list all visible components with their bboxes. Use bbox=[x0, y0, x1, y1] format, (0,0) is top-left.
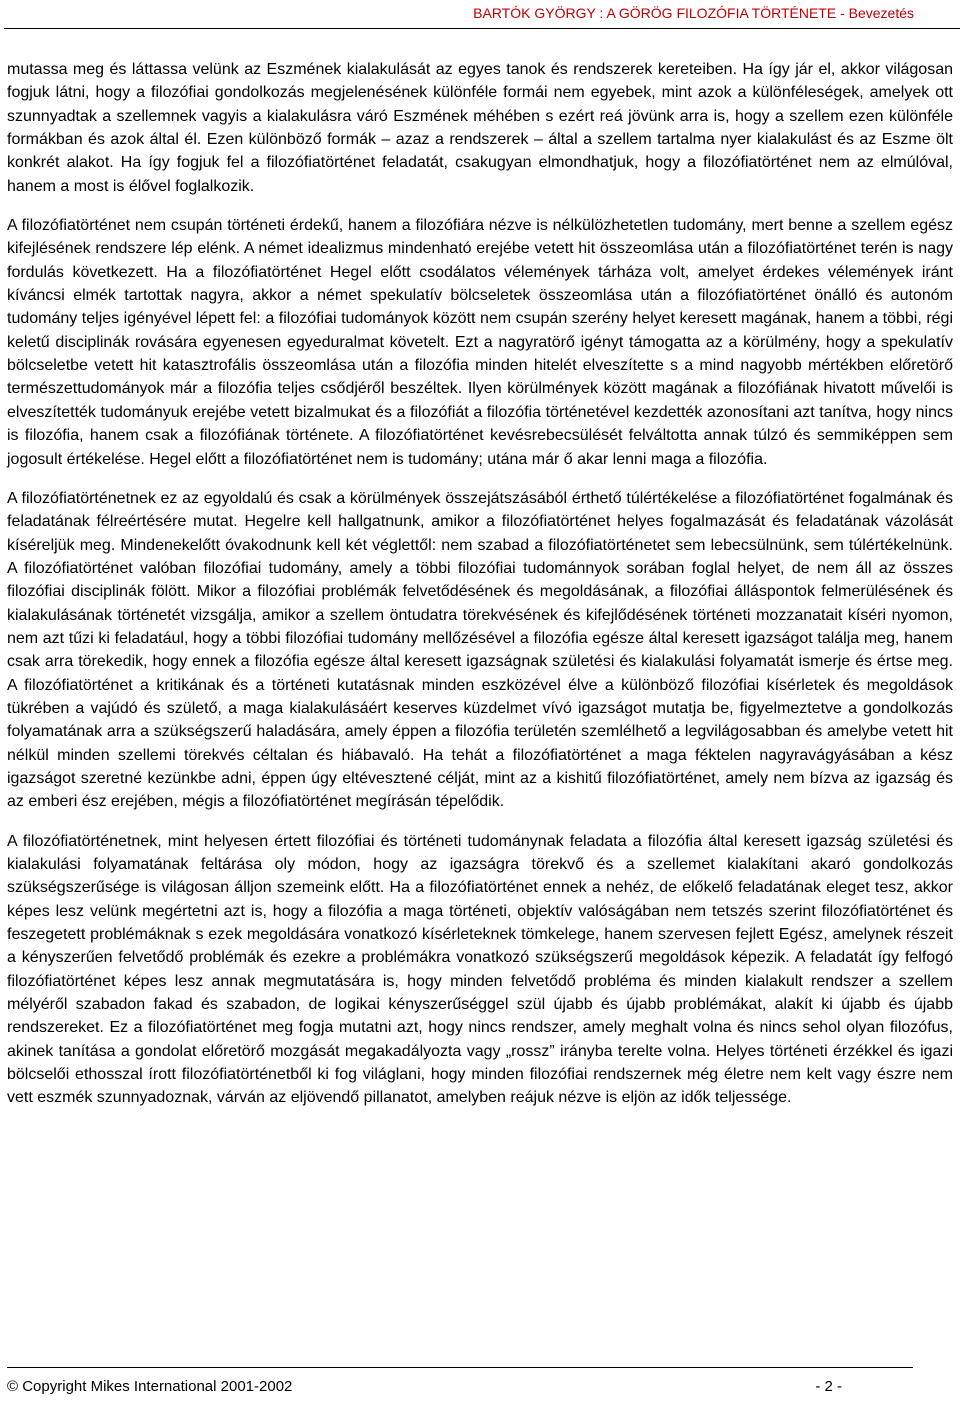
copyright-notice: © Copyright Mikes International 2001-2002 bbox=[7, 1378, 293, 1395]
page-number: - 2 - bbox=[815, 1378, 842, 1395]
footer-divider bbox=[7, 1367, 913, 1368]
paragraph: A filozófiatörténet nem csupán történeti érdekű, hanem a filozófiára nézve is nélkülözhetetlen tudomány, mert benne a szellem egész kifejlésének rendszere lép elénk. A német idealizmus mindenható erejébe vetett hit összeomlása után a filozófiatörténet terén is nagy fordulás következett. Ha a filozófiatörténet Hegel előtt csodálatos vélemények tárháza volt, amelyet érdekes vélemények iránt kíváncsi elmék tartottak nagyra, akkor a német spekulatív bölcseletek összeomlása után a filozófiatörténet önálló és autonóm tudomány teljes igényével lépett fel: a filozófiai tudományok között nem csupán szerény helyet keresett magának, hanem a többi, régi keletű disciplinák rovására egyenesen egyeduralmat követelt. Ezt a nagyratörő igényt támogatta az a körülmény, hogy a spekulatív bölcseletbe vetett hit katasztrofális összeomlása után a filozófia minden hitelét elveszítette s a mind nagyobb mértékben előretörő természettudományok már a filozófia teljes csődjéről beszéltek. Ilyen körülmények között magának a filozófiának hivatott művelői is elveszítették tudományuk erejébe vetett bizalmukat és a filozófiát a filozófia történetével kezdették azonosítani azt tanítva, hogy nincs is filozófia, hanem csak a filozófiának története. A filozófiatörténet kevésrebecsülését felváltotta annak túlzó és semmiképpen sem jogosult értékelése. Hegel előtt a filozófiatörténet nem is tudomány; utána már ő akar lenni maga a filozófia. bbox=[7, 217, 953, 468]
running-header-title: BARTÓK GYÖRGY : A GÖRÖG FILOZÓFIA TÖRTÉNETE - Bevezetés bbox=[473, 5, 914, 21]
paragraph: mutassa meg és láttassa velünk az Eszmének kialakulását az egyes tanok és rendszerek kereteiben. Ha így jár el, akkor világosan fogjuk látni, hogy a filozófiai gondolkozás megjelenésének különféle formái nem egyebek, mint azok a különféleségek, amelyek ott szunnyadtak a szellemnek vagyis a kialakulásra váró Eszmének méhében s ezért reá jövünk arra is, hogy a szellem ezen különféle formákban és azok által él. Ezen különböző formák – azaz a rendszerek – által a szellem tartalma nyer kialakulást és az Eszme ölt konkrét alakot. Ha így fogjuk fel a filozófiatörténet feladatát, csakugyan elmondhatjuk, hogy a filozófiatörténet nem az elmúlóval, hanem a most is élővel foglalkozik. bbox=[7, 61, 953, 195]
header-divider bbox=[4, 28, 960, 29]
body-text bbox=[7, 58, 953, 1126]
paragraph: A filozófiatörténetnek ez az egyoldalú és csak a körülmények összejátszásából érthető túlértékelése a filozófiatörténet fogalmának és feladatának félreértésére mutat. Hegelre kell hallgatnunk, amikor a filozófiatörténet helyes fogalmazását és feladatának vázolását kíséreljük meg. Mindenekelőtt óvakodnunk kell két véglettől: nem szabad a filozófiatörténetet sem lebecsülnünk, sem túlértékelnünk. A filozófiatörténet valóban filozófiai tudomány, amely a többi filozófiai tudománnyok sorában foglal helyet, de nem áll az összes filozófiai disciplinák fölött. Mikor a filozófiai problémák felvetődésének és megoldásának, a filozófiai álláspontok felmerülésének és kialakulásának történetét vizsgálja, amikor a szellem öntudatra törekvésének és kifejlődésének történeti mozzanatait kíséri nyomon, nem azt tűzi ki feladatául, hogy a többi filozófiai tudomány mellőzésével a filozófia egésze által keresett igazságot találja meg, hanem csak arra törekedik, hogy ennek a filozófia egésze által keresett igazságnak születési és kialakulási folyamatát ismerje és értse meg. A filozófiatörténet a kritikának és a történeti kutatásnak minden eszközével élve a különböző filozófiai kísérletek és megoldások tükrében a vajúdó és születő, a maga kialakulásáért keserves küzdelmet vívó igazságot mutatja be, figyelmeztetve a gondolkozás folyamatának arra a szükségszerű haladására, amely éppen a filozófia területén szemlélhető a legvilágosabban és amelybe vetett hit nélkül minden szellemi törekvés céltalan és hiábavaló. Ha tehát a filozófiatörténet a maga féktelen nagyravágyásában a kész igazságot szeretné kezünkbe adni, éppen úgy eltévesztené célját, mint az a kishitű filozófiatörténet, amely nem bízva az igazság és az emberi ész erejében, mégis a filozófiatörténet megírásán tépelődik. bbox=[7, 489, 953, 811]
page-header bbox=[0, 0, 960, 32]
paragraph: A filozófiatörténetnek, mint helyesen értett filozófiai és történeti tudománynak feladata a filozófia által keresett igazság születési és kialakulási folyamatának feltárása oly módon, hogy az igazságra törekvő és a szellemet kialakítani akaró gondolkozás szükségszerűsége is világosan álljon szemeink előtt. Ha a filozófiatörténet ennek a nehéz, de előkelő feladatának eleget tesz, akkor képes lesz velünk megértetni azt is, hogy a filozófia a maga történeti, objektív valóságában nem tetszés szerint filozófiatörténet és feszegetett problémáknak s ezek megoldására vonatkozó kísérleteknek tömkelege, hanem szervesen fejlett Egész, amelynek részeit a kényszerűen felvetődő problémák és ezekre a problémákra vonatkozó szükségszerű megoldások képezik. A feladatát így felfogó filozófiatörténet képes lesz annak megmutatására is, hogy minden felvetődő probléma és minden kialakult rendszer a szellem mélyéről szabadon fakad és szabadon, de logikai kényszerűséggel szül újabb és újabb problémákat, alakít ki újabb és újabb rendszereket. Ez a filozófiatörténet meg fogja mutatni azt, hogy nincs rendszer, amely meghalt volna és nincs sehol olyan filozófus, akinek tanítása a gondolat előretörő mozgását megakadályozta vagy „rossz” irányba terelte volna. Helyes történeti érzékkel és igazi bölcselői ethosszal írott filozófiatörténetből ki fog világlani, hogy minden filozófiai rendszernek még életre nem kelt vagy észre nem vett eszmék szunnyadoznak, várván az eljövendő pillanatot, amelyben reájuk nézve is eljön az idők teljessége. bbox=[7, 832, 953, 1107]
